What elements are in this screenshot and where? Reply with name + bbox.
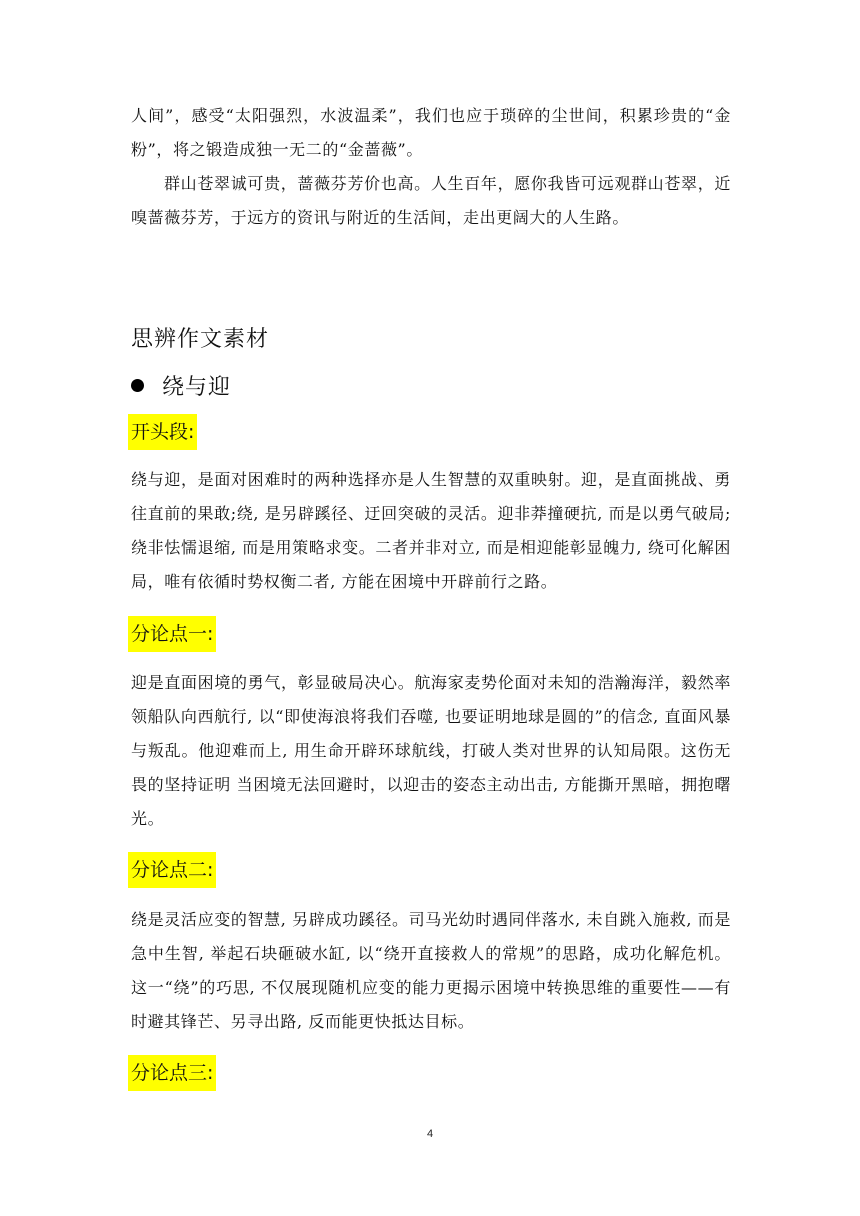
point2-paragraph: 绕是灵活应变的智慧, 另辟成功蹊径。司马光幼时遇同伴落水, 未自跳入施救, 而是急中生智, 举起石块砸破水缸, 以“绕开直接救人的常规”的思路，成功化解危机。这一“绕”的巧思, 不仅展现随机应变的能力更揭示困境中转换思维的重要性——有时避其锋芒、另寻出路, 反而能更快抵达目标。 — [131, 910, 731, 1031]
opening-paragraph: 绕与迎，是面对困难时的两种选择亦是人生智慧的双重映射。迎，是直面挑战、勇往直前的果敢;绕, 是另辟蹊径、迂回突破的灵活。迎非莽撞硬抗, 而是以勇气破局;绕非怯懦退缩, 而是用策略求变。二者并非对立, 而是相迎能彰显魄力, 绕可化解困局，唯有依循时势权衡二者, 方能在困境中开辟前行之路。 — [131, 470, 731, 591]
intro-paragraph-2: 群山苍翠诚可贵，蔷薇芬芳价也高。人生百年，愿你我皆可远观群山苍翠，近嗅蔷薇芬芳，于远方的资讯与附近的生活间，走出更阔大的人生路。 — [131, 174, 731, 227]
intro-paragraph-1: 人间”，感受“太阳强烈，水波温柔”，我们也应于琐碎的尘世间，积累珍贵的“金粉”，将之锻造成独一无二的“金蔷薇”。 — [131, 106, 731, 159]
section-title: 思辨作文素材 — [131, 327, 270, 352]
point1-paragraph: 迎是直面困境的勇气，彰显破局决心。航海家麦势伦面对未知的浩瀚海洋，毅然率领船队向西航行, 以“即使海浪将我们吞噬, 也要证明地球是圆的”的信念, 直面风暴与叛乱。他迎难而上, 用生命开辟环球航线，打破人类对世界的认知局限。这伤无畏的坚持证明 当困境无法回避时，以迎击的姿态主动出击, 方能撕开黑暗，拥抱曙光。 — [131, 673, 731, 828]
point1-block — [131, 666, 731, 836]
point2-block — [131, 903, 731, 1039]
topic-heading — [131, 370, 231, 401]
opening-block — [131, 463, 731, 599]
point2-label: 分论点二: — [128, 852, 216, 888]
bullet-icon — [131, 379, 144, 392]
topic-title: 绕与迎 — [162, 375, 232, 400]
page-number: 4 — [426, 1128, 434, 1140]
intro-block — [131, 99, 731, 235]
point3-label: 分论点三: — [128, 1055, 216, 1091]
opening-label: 开头段: — [128, 414, 197, 450]
point1-label: 分论点一: — [128, 616, 216, 652]
